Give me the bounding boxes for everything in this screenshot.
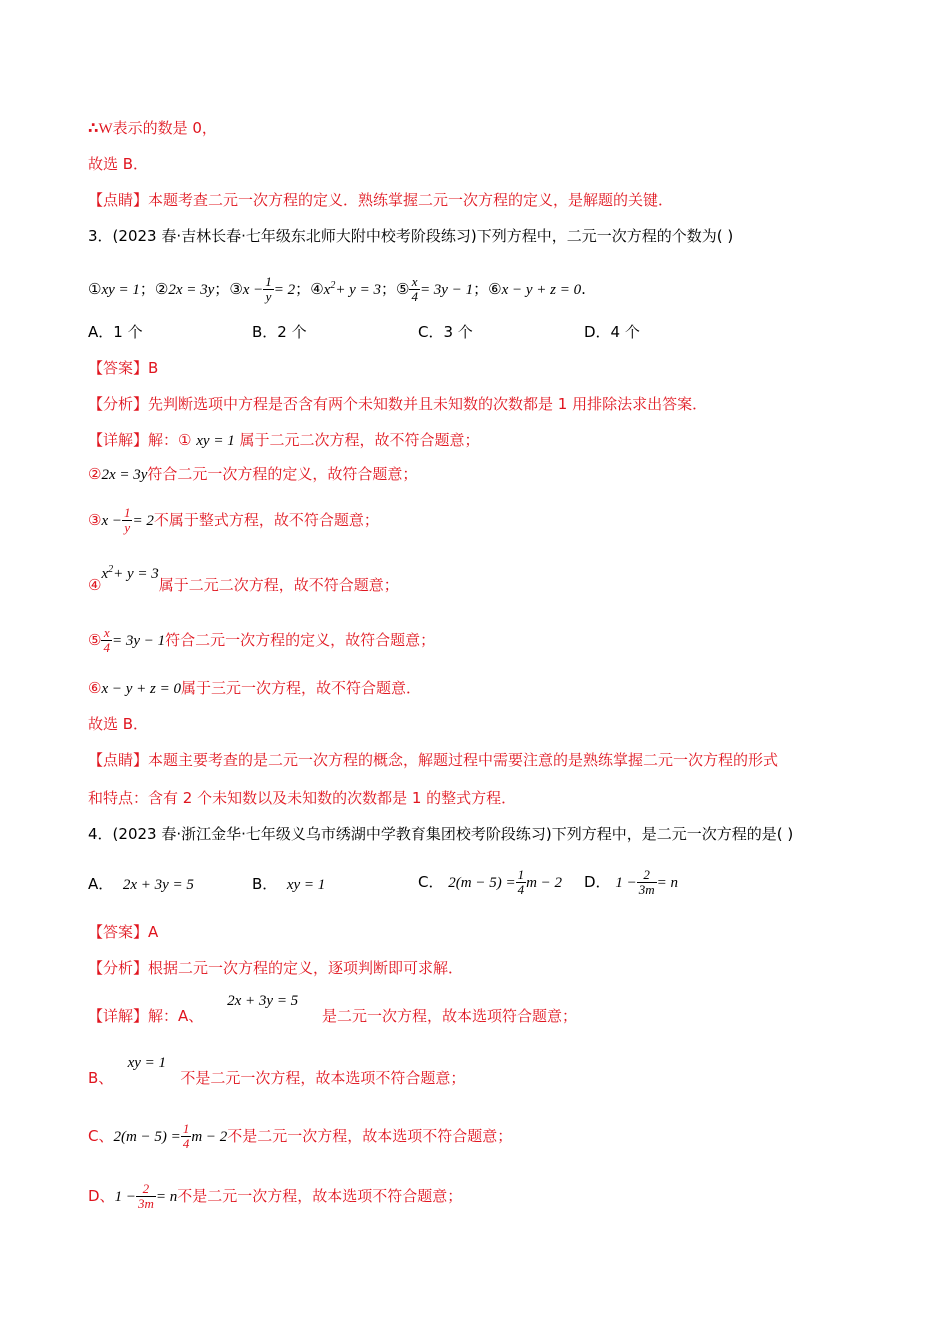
frac-den: 4 [517,882,525,897]
detail-num: ③ [88,511,102,529]
detail-num: ④ [88,576,102,594]
detail-eq: 2x = 3y [101,467,148,483]
detail-eq-post: m − 2 [191,1129,228,1145]
eq-5-post: = 3y − 1 [419,282,474,298]
eq-3-post: = 2 [273,282,296,298]
eq-num-3: ③ [229,280,243,298]
detail-eq-pre: x − [101,513,122,529]
option-fraction [516,868,527,897]
analysis-text: 先判断选项中方程是否含有两个未知数并且未知数的次数都是 1 用排除法求出答案． [148,395,708,413]
q3-option-a: A．1 个 [88,323,143,341]
detail-text: 不是二元一次方程，故本选项不符合题意； [180,1069,466,1087]
eq-4-x: x [323,282,331,298]
q4-detail-b [88,1052,465,1092]
detail-pre: B、 [88,1069,114,1087]
q3-detail-2 [88,464,417,485]
detail-eq-sup: 2 [108,564,114,575]
detail-eq: x − y + z = 0 [101,681,181,697]
option-label: C． [418,873,444,891]
option-label: B． [252,875,278,893]
eq-2: 2x = 3y [168,282,215,298]
comment-text: 本题考查二元一次方程的定义．熟练掌握二元一次方程的定义，是解题的关键． [148,191,674,209]
option-label: D． [584,873,611,891]
eq-sep: ； [380,280,396,298]
frac-den: 4 [182,1136,190,1151]
frac-num: 1 [123,505,131,520]
eq-sep: ； [473,280,489,298]
option-eq-pre: 1 − [615,875,637,891]
detail-eq: xy = 1 [127,1055,167,1071]
frac-num: 1 [517,867,525,882]
eq-4-sup: 2 [330,280,336,291]
q3-choose-line: 故选 B． [88,715,149,733]
frac-den: 4 [411,289,418,304]
detail-eq-post: = 2 [132,513,154,529]
detail-fraction [136,1182,156,1211]
frac-num: 2 [637,868,657,883]
eq-num-2: ② [154,280,169,298]
detail-fraction [101,626,112,655]
answer-tag: 【答案】 [88,923,149,941]
detail-text: 属于二元二次方程，故不符合题意； [158,576,399,594]
eq-5-fraction [409,275,420,304]
q3-detail-6 [88,678,421,699]
frac-den: y [124,520,131,535]
detail-fraction [181,1122,192,1151]
eq-sep: ； [295,280,311,298]
therefore-symbol: ∴ [88,119,99,137]
detail-text: 不是二元一次方程，故本选项不符合题意； [177,1187,463,1205]
detail-num: ② [88,465,102,483]
detail-num: ⑤ [88,631,102,649]
option-eq: 2x + 3y = 5 [122,877,194,893]
q3-detail-4 [88,560,399,600]
therefore-line [88,118,217,139]
comment-text: 本题主要考查的是二元一次方程的概念，解题过程中需要注意的是熟练掌握二元一次方程的形式 [148,751,779,769]
detail-eq-pre: 2(m − 5) = [113,1129,181,1145]
q3-analysis-line [88,394,707,414]
w-symbol: W [98,121,113,137]
q3-detail-5 [88,622,435,658]
q3-option-d: D．4 个 [584,323,640,341]
q3-detail-3 [88,502,379,538]
option-fraction [637,868,657,897]
eq-num-5: ⑤ [395,280,410,298]
option-label: A． [88,875,114,893]
q4-option-a [88,874,194,895]
detail-eq: xy = 1 [196,433,235,449]
detail-eq: 2x + 3y = 5 [227,993,299,1009]
detail-eq-post: = n [155,1189,178,1205]
comment-tag: 【点睛】 [88,751,149,769]
detail-text: 不属于整式方程，故不符合题意； [153,511,379,529]
frac-num: 2 [136,1182,156,1197]
detail-pre: C、 [88,1127,114,1145]
q4-detail-a [88,990,577,1030]
eq-6: x − y + z = 0 [501,282,582,298]
detail-eq-pre: 1 − [114,1189,136,1205]
frac-num: x [409,275,420,290]
w-means-text: 表示的数是 0， [112,119,217,137]
frac-num: x [101,626,112,641]
answer-value: A [148,923,159,941]
frac-num: 1 [265,274,272,289]
detail-eq-rest: + y = 3 [113,566,159,582]
eq-num-6: ⑥ [488,280,502,298]
q4-option-c [418,862,562,902]
detail-tag: 【详解】 [88,431,149,449]
q3-equation-list [88,268,586,304]
answer-tag: 【答案】 [88,359,149,377]
detail-eq-post: = 3y − 1 [111,633,166,649]
q3-stem: 3．(2023 春·吉林长春·七年级东北师大附中校考阶段练习)下列方程中，二元一次方程的个数为( ) [88,227,734,245]
detail-text: 符合二元一次方程的定义，故符合题意； [165,631,436,649]
option-eq-pre: 2(m − 5) = [448,875,516,891]
q3-option-b: B．2 个 [252,323,307,341]
q3-comment-line-2: 和特点：含有 2 个未知数以及未知数的次数都是 1 的整式方程． [88,789,517,807]
q3-answer-line [88,358,158,378]
eq-num-1: ① [88,280,102,298]
option-eq: xy = 1 [286,877,326,893]
eq-3-pre: x − [242,282,264,298]
frac-den: 3m [137,1196,154,1211]
q3-detail-1 [88,430,479,451]
detail-pre: 解：A、 [148,1007,204,1025]
q4-answer-line [88,922,158,942]
q4-option-d [584,862,678,902]
analysis-tag: 【分析】 [88,395,149,413]
detail-text: 属于三元一次方程，故不符合题意． [180,679,421,697]
detail-pre: D、 [88,1187,115,1205]
detail-text: 属于二元二次方程，故不符合题意； [239,431,480,449]
detail-tag: 【详解】 [88,1007,149,1025]
eq-sep: ； [139,280,155,298]
eq-4-rest: + y = 3 [335,282,381,298]
detail-eq-x: x [101,566,109,582]
eq-sep: ； [214,280,230,298]
q3-comment-line-1 [88,750,778,770]
q4-detail-c [88,1118,512,1154]
frac-den: 4 [103,640,110,655]
q4-analysis-line [88,958,463,978]
detail-text: 符合二元一次方程的定义，故符合题意； [147,465,418,483]
analysis-text: 根据二元一次方程的定义，逐项判断即可求解． [148,959,464,977]
frac-num: 1 [182,1121,190,1136]
detail-pre: 解：① [148,431,192,449]
detail-num: ⑥ [88,679,102,697]
option-eq-post: = n [656,875,678,891]
frac-den: y [265,289,272,304]
frac-den: 3m [638,882,655,897]
detail-fraction [122,506,133,535]
comment-tag: 【点睛】 [88,191,149,209]
answer-value: B [148,359,159,377]
eq-1: xy = 1 [101,282,140,298]
q4-option-b [252,874,325,895]
eq-end: . [581,280,586,298]
detail-text: 不是二元一次方程，故本选项不符合题意； [227,1127,513,1145]
choose-b-line: 故选 B． [88,155,149,173]
q3-option-c: C．3 个 [418,323,473,341]
analysis-tag: 【分析】 [88,959,149,977]
option-eq-post: m − 2 [526,875,563,891]
top-comment-line [88,190,673,210]
detail-text: 是二元一次方程，故本选项符合题意； [322,1007,578,1025]
eq-3-fraction [263,275,274,304]
eq-num-4: ④ [310,280,324,298]
q4-detail-d [88,1178,462,1214]
q4-stem: 4．(2023 春·浙江金华·七年级义乌市绣湖中学教育集团校考阶段练习)下列方程中，是二元一次方程的是( ) [88,825,794,843]
